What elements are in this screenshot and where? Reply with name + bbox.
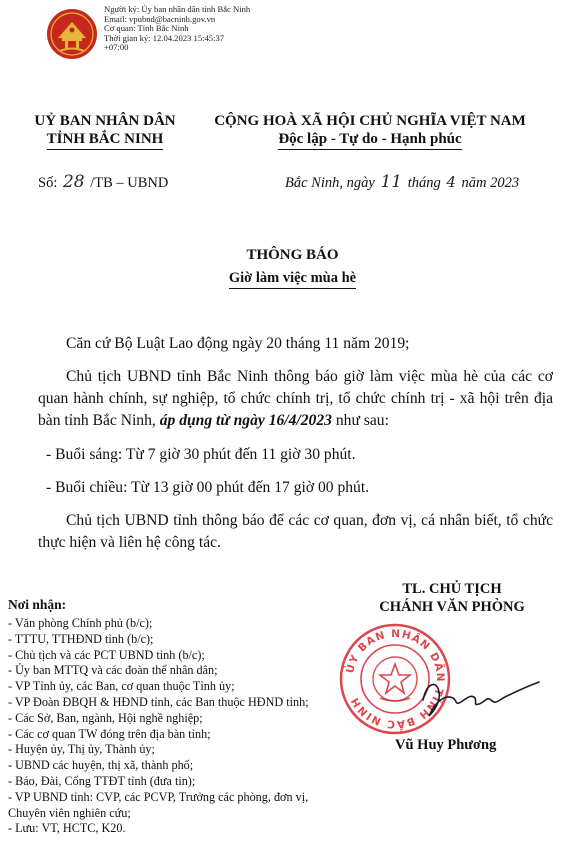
handwritten-signature-icon: [415, 672, 545, 722]
afternoon-hours: - Buổi chiều: Từ 13 giờ 00 phút đến 17 giờ 00 phút.: [46, 479, 370, 496]
provincial-emblem-icon: [46, 8, 98, 60]
digital-signature-block: [8, 2, 308, 62]
recipient-item: - Huyện ủy, Thị ủy, Thành ủy;: [8, 742, 155, 757]
signer-name: Vũ Huy Phương: [395, 737, 497, 753]
morning-hours: - Buổi sáng: Từ 7 giờ 30 phút đến 11 giờ 30 phút.: [46, 446, 356, 463]
recipient-item: - Ủy ban MTTQ và các đoàn thể nhân dân;: [8, 663, 218, 678]
recipient-item: - Các cơ quan TW đóng trên địa bàn tỉnh;: [8, 726, 211, 741]
digital-signature-text: Người ký: Ủy ban nhân dân tỉnh Bắc Ninh Email: vpubnd@bacninh.gov.vn Cơ quan: Tỉnh Bắc Ninh Thời gian ký: 12.04.2023 15:45:37 +07:00: [104, 4, 251, 53]
recipient-item: - TTTU, TTHĐND tỉnh (b/c);: [8, 631, 154, 646]
agency-name: UỶ BAN NHÂN DÂN: [34, 113, 176, 129]
recipient-item: - Báo, Đài, Cổng TTĐT tỉnh (đưa tin);: [8, 773, 196, 788]
national-motto: Độc lập - Tự do - Hạnh phúc: [278, 130, 461, 150]
recipient-item: - VP Đoàn ĐBQH & HĐND tỉnh, các Ban thuộc HĐND tỉnh;: [8, 694, 309, 709]
recipient-item: - Các Sở, Ban, ngành, Hội nghề nghiệp;: [8, 710, 203, 725]
recipients-title: Nơi nhận:: [8, 597, 67, 612]
recipient-item: - Lưu: VT, HCTC, K20.: [8, 821, 126, 836]
recipient-item: - Văn phòng Chính phủ (b/c);: [8, 616, 153, 630]
issue-day-handwritten: 11: [380, 172, 403, 192]
signatory-title: TL. CHỦ TỊCH CHÁNH VĂN PHÒNG: [379, 581, 525, 615]
recipients-list: [8, 616, 338, 837]
issue-month: 4: [446, 173, 456, 191]
recipient-item: - Chủ tịch và các PCT UBND tỉnh (b/c);: [8, 647, 205, 662]
nation-name: CỘNG HOÀ XÃ HỘI CHỦ NGHĨA VIỆT NAM: [214, 113, 526, 129]
paragraph-legal-basis: Căn cứ Bộ Luật Lao động ngày 20 tháng 11 năm 2019;: [66, 335, 410, 352]
recipient-item: - VP UBND tỉnh: CVP, các PCVP, Trưởng các phòng, đơn vị, Chuyên viên nghiên cứu;: [8, 789, 309, 820]
document-number: Số: 28 /TB – UBND: [38, 172, 169, 192]
document-subtitle: Giờ làm việc mùa hè: [0, 270, 585, 289]
document-number-handwritten: 28: [62, 172, 85, 192]
issue-date: Bắc Ninh, ngày 11 tháng 4 năm 2023: [285, 172, 520, 192]
effective-date-emphasis: áp dụng từ ngày 16/4/2023: [159, 412, 332, 429]
paragraph-announcement: Chủ tịch UBND tỉnh Bắc Ninh thông báo giờ làm việc mùa hè của các cơ quan hành chính, sự nghiệp, tổ chức chính trị, tổ chức chính trị - xã hội trên địa bàn tỉnh Bắc Ninh, áp dụng từ ngày 16/4/2023 như sau:: [38, 368, 553, 429]
agency-province: TỈNH BẮC NINH: [47, 130, 164, 150]
svg-text:ỦY BAN NHÂN DÂN TỈNH BẮC NINH: ỦY BAN NHÂN DÂN TỈNH BẮC NINH: [344, 627, 447, 731]
issuing-agency: [30, 112, 180, 150]
national-header: [200, 112, 540, 150]
paragraph-closing: Chủ tịch UBND tỉnh thông báo để các cơ quan, đơn vị, cá nhân biết, tổ chức thực hiện và liên hệ công tác.: [38, 512, 553, 551]
recipient-item: - UBND các huyện, thị xã, thành phố;: [8, 758, 194, 773]
document-title: THÔNG BÁO: [246, 247, 339, 263]
recipient-item: - VP Tỉnh ủy, các Ban, cơ quan thuộc Tỉnh ủy;: [8, 679, 235, 694]
